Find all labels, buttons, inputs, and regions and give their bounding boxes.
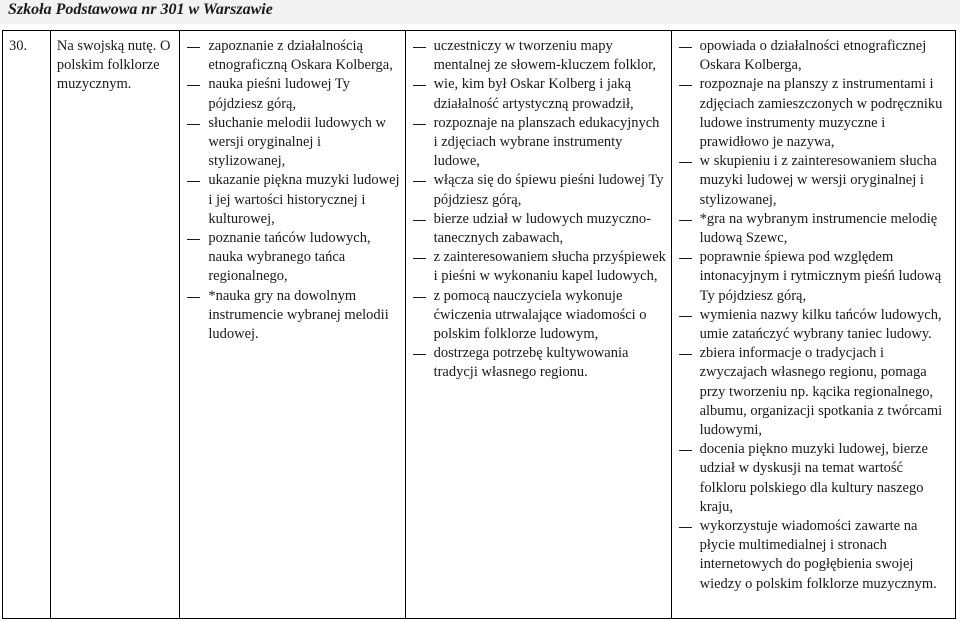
lesson-number-cell [3, 31, 51, 619]
list-item: nauka pieśni ludowej Ty pójdziesz górą, [186, 75, 400, 113]
lesson-number: 30. [9, 38, 28, 54]
curriculum-table [2, 30, 956, 619]
document-header [0, 0, 960, 24]
content-list [186, 37, 400, 344]
lesson-topic-cell [50, 31, 179, 619]
list-item: wykorzystuje wiadomości zawarte na płycie multimedialnej i stronach internetowych do pogłębienia swojej wiedzy o polskim folklorze muzycznym. [678, 517, 951, 594]
list-item: *nauka gry na dowolnym instrumencie wybranej melodii ludowej. [186, 287, 400, 345]
list-item: rozpoznaje na planszy z instrumentami i zdjęciach zamieszczonych w podręczniku ludowe instrumenty muzyczne i prawidłowo je nazywa, [678, 75, 951, 152]
list-item: zbiera informacje o tradycjach i zwyczajach własnego regionu, pomaga przy tworzeniu np. kącika regionalnego, albumu, organizacji spotkania z twórcami ludowymi, [678, 344, 951, 440]
list-item: *gra na wybranym instrumencie melodię ludową Szewc, [678, 210, 951, 248]
list-item: docenia piękno muzyki ludowej, bierze udział w dyskusji na temat wartość folkloru polskiego dla kultury naszego kraju, [678, 440, 951, 517]
list-item: rozpoznaje na planszach edukacyjnych i zdjęciach wybrane instrumenty ludowe, [412, 114, 667, 172]
basic-requirements-cell [405, 31, 671, 619]
list-item: opowiada o działalności etnograficznej Oskara Kolberga, [678, 37, 951, 75]
school-name: Szkoła Podstawowa nr 301 w Warszawie [8, 1, 273, 18]
lesson-topic: Na swojską nutę. O polskim folklorze muzycznym. [56, 38, 171, 93]
list-item: zapoznanie z działalnością etnograficzną Oskara Kolberga, [186, 37, 400, 75]
basic-requirements-list [412, 37, 667, 383]
list-item: ukazanie piękna muzyki ludowej i jej wartości historycznej i kulturowej, [186, 171, 400, 229]
list-item: słuchanie melodii ludowych w wersji oryginalnej i stylizowanej, [186, 114, 400, 172]
list-item: w skupieniu i z zainteresowaniem słucha muzyki ludowej w wersji oryginalnej i stylizowanej, [678, 152, 951, 210]
list-item: dostrzega potrzebę kultywowania tradycji własnego regionu. [412, 344, 667, 382]
list-item: uczestniczy w tworzeniu mapy mentalnej ze słowem-kluczem folklor, [412, 37, 667, 75]
list-item: bierze udział w ludowych muzyczno-tanecznych zabawach, [412, 210, 667, 248]
list-item: wie, kim był Oskar Kolberg i jaką działalność artystyczną prowadził, [412, 75, 667, 113]
content-cell [180, 31, 405, 619]
list-item: z pomocą nauczyciela wykonuje ćwiczenia utrwalające wiadomości o polskim folklorze ludowym, [412, 287, 667, 345]
list-item: poznanie tańców ludowych, nauka wybranego tańca regionalnego, [186, 229, 400, 287]
extended-requirements-cell [671, 31, 955, 619]
list-item: poprawnie śpiewa pod względem intonacyjnym i rytmicznym pieśń ludową Ty pójdziesz górą, [678, 248, 951, 306]
table-row [3, 31, 956, 619]
extended-requirements-list [678, 37, 951, 594]
list-item: z zainteresowaniem słucha przyśpiewek i pieśni w wykonaniu kapel ludowych, [412, 248, 667, 286]
list-item: wymienia nazwy kilku tańców ludowych, umie zatańczyć wybrany taniec ludowy. [678, 306, 951, 344]
list-item: włącza się do śpiewu pieśni ludowej Ty pójdziesz górą, [412, 171, 667, 209]
